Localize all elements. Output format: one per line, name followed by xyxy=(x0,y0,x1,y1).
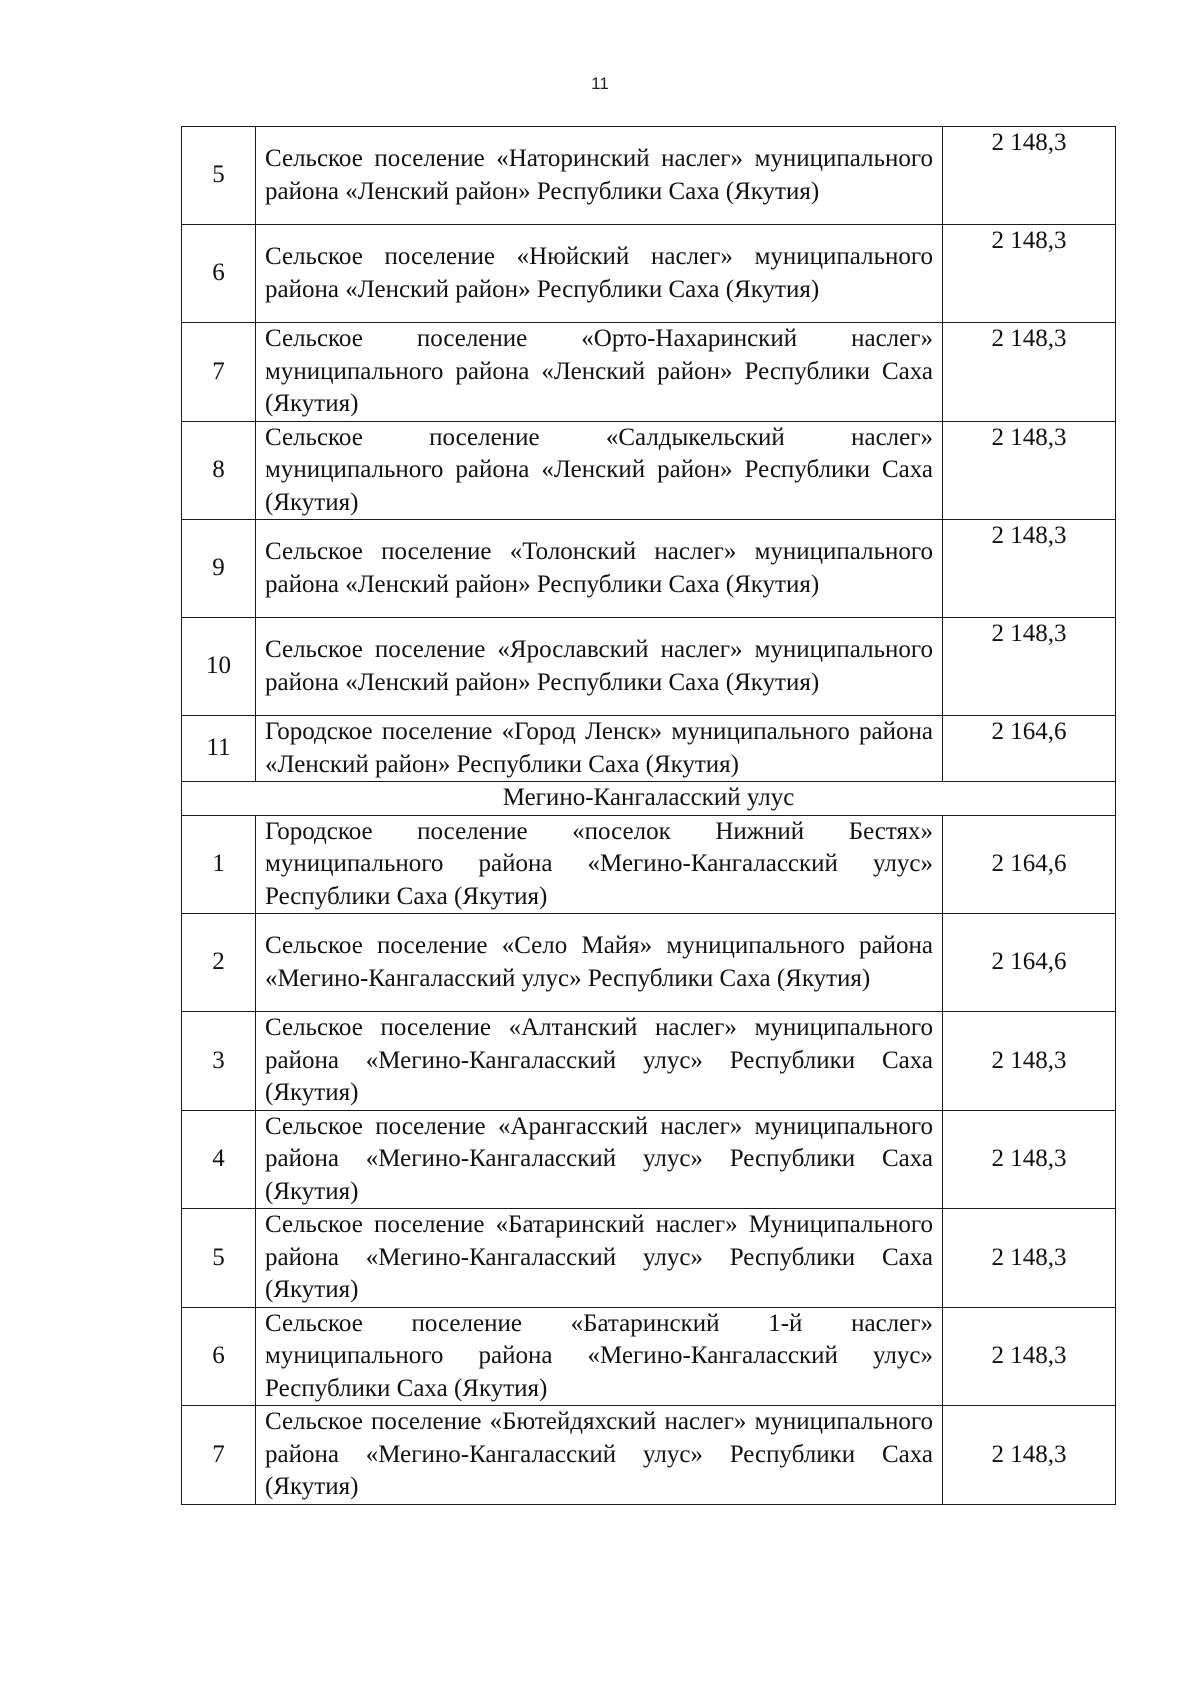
settlement-name: Сельское поселение «Батаринский 1-й наслег» муниципального района «Мегино-Кангаласский улус» Республики Саха (Якутия) xyxy=(256,1307,943,1406)
settlement-name: Сельское поселение «Бютейдяхский наслег» муниципального района «Мегино-Кангаласский улус» Республики Саха (Якутия) xyxy=(256,1406,943,1505)
row-number: 4 xyxy=(182,1110,256,1209)
settlement-name: Сельское поселение «Толонский наслег» муниципального района «Ленский район» Республики Саха (Якутия) xyxy=(256,520,943,618)
table-row xyxy=(182,421,1116,520)
settlement-value: 2 164,6 xyxy=(943,815,1116,914)
settlement-value: 2 148,3 xyxy=(943,1406,1116,1505)
row-number: 7 xyxy=(182,323,256,422)
row-number: 5 xyxy=(182,1209,256,1308)
settlement-value: 2 148,3 xyxy=(943,1110,1116,1209)
settlement-name: Сельское поселение «Батаринский наслег» Муниципального района «Мегино-Кангаласский улус» Республики Саха (Якутия) xyxy=(256,1209,943,1308)
row-number: 1 xyxy=(182,815,256,914)
settlement-value: 2 164,6 xyxy=(943,914,1116,1012)
row-number: 10 xyxy=(182,618,256,716)
settlement-name: Сельское поселение «Нюйский наслег» муниципального района «Ленский район» Республики Саха (Якутия) xyxy=(256,225,943,323)
settlement-value: 2 148,3 xyxy=(943,1012,1116,1111)
table-row xyxy=(182,323,1116,422)
row-number: 9 xyxy=(182,520,256,618)
settlement-value: 2 148,3 xyxy=(943,618,1116,716)
table-row xyxy=(182,914,1116,1012)
row-number: 5 xyxy=(182,127,256,225)
settlement-name: Сельское поселение «Село Майя» муниципального района «Мегино-Кангаласский улус» Республики Саха (Якутия) xyxy=(256,914,943,1012)
settlement-name: Городское поселение «Город Ленск» муниципального района «Ленский район» Республики Саха (Якутия) xyxy=(256,716,943,782)
table-row xyxy=(182,1012,1116,1111)
settlement-name: Сельское поселение «Ярославский наслег» муниципального района «Ленский район» Республики Саха (Якутия) xyxy=(256,618,943,716)
settlement-name: Городское поселение «поселок Нижний Бестях» муниципального района «Мегино-Кангаласский улус» Республики Саха (Якутия) xyxy=(256,815,943,914)
table-row xyxy=(182,815,1116,914)
table-row xyxy=(182,618,1116,716)
settlement-value: 2 148,3 xyxy=(943,323,1116,422)
row-number: 6 xyxy=(182,225,256,323)
settlements-table xyxy=(181,126,1116,1505)
settlement-name: Сельское поселение «Арангасский наслег» муниципального района «Мегино-Кангаласский улус» Республики Саха (Якутия) xyxy=(256,1110,943,1209)
table-row xyxy=(182,1209,1116,1308)
row-number: 7 xyxy=(182,1406,256,1505)
settlement-value: 2 148,3 xyxy=(943,127,1116,225)
table-row xyxy=(182,1307,1116,1406)
settlement-value: 2 164,6 xyxy=(943,716,1116,782)
settlement-name: Сельское поселение «Наторинский наслег» муниципального района «Ленский район» Республики Саха (Якутия) xyxy=(256,127,943,225)
table-row xyxy=(182,716,1116,782)
settlement-name: Сельское поселение «Салдыкельский наслег» муниципального района «Ленский район» Республики Саха (Якутия) xyxy=(256,421,943,520)
page-number: 11 xyxy=(591,74,609,93)
row-number: 2 xyxy=(182,914,256,1012)
table-row xyxy=(182,1110,1116,1209)
settlement-name: Сельское поселение «Орто-Нахаринский наслег» муниципального района «Ленский район» Республики Саха (Якутия) xyxy=(256,323,943,422)
row-number: 6 xyxy=(182,1307,256,1406)
row-number: 8 xyxy=(182,421,256,520)
section-header-row xyxy=(182,782,1116,816)
section-title: Мегино-Кангаласский улус xyxy=(182,782,1116,816)
settlement-value: 2 148,3 xyxy=(943,225,1116,323)
row-number: 3 xyxy=(182,1012,256,1111)
settlement-value: 2 148,3 xyxy=(943,1209,1116,1308)
settlement-value: 2 148,3 xyxy=(943,520,1116,618)
table-row xyxy=(182,520,1116,618)
settlement-value: 2 148,3 xyxy=(943,1307,1116,1406)
row-number: 11 xyxy=(182,716,256,782)
table-row xyxy=(182,127,1116,225)
table-row xyxy=(182,225,1116,323)
settlement-value: 2 148,3 xyxy=(943,421,1116,520)
settlement-name: Сельское поселение «Алтанский наслег» муниципального района «Мегино-Кангаласский улус» Республики Саха (Якутия) xyxy=(256,1012,943,1111)
table-row xyxy=(182,1406,1116,1505)
